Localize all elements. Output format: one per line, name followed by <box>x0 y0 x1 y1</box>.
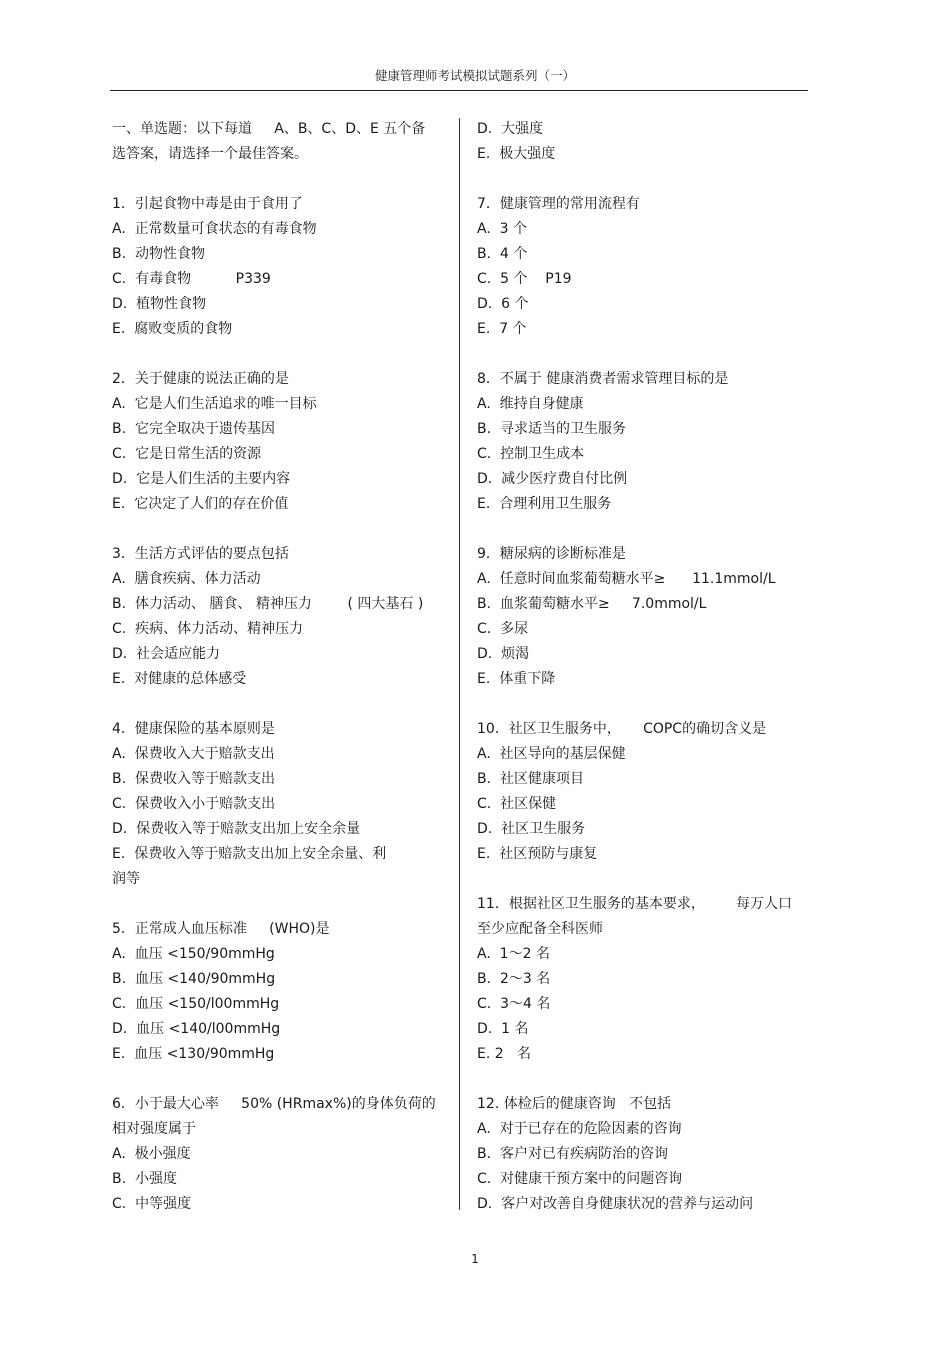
text-line: 1．引起食物中毒是由于食用了 <box>112 196 303 212</box>
text-line: B. 社区健康项目 <box>477 771 584 787</box>
text-line: A. 正常数量可食状态的有毒食物 <box>112 221 317 237</box>
text-line: C. 疾病、体力活动、精神压力 <box>112 621 304 637</box>
text-line: 6．小于最大心率 50% (HRmax%)的身体负荷的 <box>112 1096 436 1112</box>
text-line: 至少应配备全科医师 <box>477 921 603 937</box>
header-rule <box>110 90 808 91</box>
column-divider <box>459 118 460 1210</box>
text-line: B. 动物性食物 <box>112 246 205 262</box>
text-line: E. 社区预防与康复 <box>477 846 598 862</box>
text-line: E. 它决定了人们的存在价值 <box>112 496 289 512</box>
page-number: 1 <box>471 1252 479 1266</box>
text-line: D. 植物性食物 <box>112 296 207 312</box>
text-line: 7．健康管理的常用流程有 <box>477 196 640 212</box>
text-line: 8．不属于 健康消费者需求管理目标的是 <box>477 371 729 387</box>
text-line: A. 保费收入大于赔款支出 <box>112 746 275 762</box>
right-column <box>477 117 812 1217</box>
text-line: B. 2～3 名 <box>477 971 551 987</box>
text-line: C. 5 个 P19 <box>477 271 572 287</box>
text-line: A. 维持自身健康 <box>477 396 584 412</box>
text-line: E. 对健康的总体感受 <box>112 671 247 687</box>
text-line: C. 保费收入小于赔款支出 <box>112 796 276 812</box>
text-line: C. 血压 <150/l00mmHg <box>112 996 280 1012</box>
text-line: A. 膳食疾病、体力活动 <box>112 571 261 587</box>
text-line: 10．社区卫生服务中， COPC的确切含义是 <box>477 721 767 737</box>
text-line: 9．糖尿病的诊断标准是 <box>477 546 626 562</box>
text-line: A. 它是人们生活追求的唯一目标 <box>112 396 317 412</box>
text-line: A. 社区导向的基层保健 <box>477 746 626 762</box>
text-line: E. 体重下降 <box>477 671 556 687</box>
line-gap <box>477 342 812 367</box>
text-line: C. 3～4 名 <box>477 996 551 1012</box>
text-line: 11．根据社区卫生服务的基本要求， 每万人口 <box>477 896 792 912</box>
text-line: C. 多尿 <box>477 621 529 637</box>
text-line: D. 社区卫生服务 <box>477 821 586 837</box>
text-line: B. 4 个 <box>477 246 528 262</box>
line-gap <box>112 1067 447 1092</box>
text-line: C. 社区保健 <box>477 796 557 812</box>
text-line: E. 合理利用卫生服务 <box>477 496 612 512</box>
text-line: D. 客户对改善自身健康状况的营养与运动问 <box>477 1196 754 1212</box>
text-line: B. 保费收入等于赔款支出 <box>112 771 275 787</box>
text-line: B. 血浆葡萄糖水平≥ 7.0mmol/L <box>477 596 707 612</box>
text-line: C. 它是日常生活的资源 <box>112 446 262 462</box>
text-line: E. 腐败变质的食物 <box>112 321 233 337</box>
text-line: 相对强度属于 <box>112 1121 196 1137</box>
text-line: A. 极小强度 <box>112 1146 191 1162</box>
text-line: 一、单选题：以下每道 A、B、C、D、E 五个备 <box>112 121 426 137</box>
text-line: D. 烦渴 <box>477 646 530 662</box>
text-line: B. 小强度 <box>112 1171 177 1187</box>
line-gap <box>112 517 447 542</box>
text-line: C. 有毒食物 P339 <box>112 271 271 287</box>
text-line: E. 血压 <130/90mmHg <box>112 1046 275 1062</box>
text-line: B. 寻求适当的卫生服务 <box>477 421 626 437</box>
text-line: B. 体力活动、 膳食、 精神压力 ( 四大基石 ) <box>112 596 424 612</box>
line-gap <box>477 867 812 892</box>
line-gap <box>477 692 812 717</box>
page-header-title: 健康管理师考试模拟试题系列（一） <box>374 68 575 83</box>
line-gap <box>112 892 447 917</box>
text-line: 2．关于健康的说法正确的是 <box>112 371 289 387</box>
text-line: B. 客户对已有疾病防治的咨询 <box>477 1146 668 1162</box>
text-line: D. 6 个 <box>477 296 529 312</box>
text-line: A. 1～2 名 <box>477 946 550 962</box>
text-line: C. 中等强度 <box>112 1196 192 1212</box>
text-line: D. 减少医疗费自付比例 <box>477 471 628 487</box>
text-line: 5．正常成人血压标准 (WHO)是 <box>112 921 330 937</box>
line-gap <box>477 1067 812 1092</box>
text-line: 12. 体检后的健康咨询 不包括 <box>477 1096 672 1112</box>
text-line: D. 社会适应能力 <box>112 646 221 662</box>
text-line: D. 大强度 <box>477 121 544 137</box>
text-line: D. 血压 <140/l00mmHg <box>112 1021 281 1037</box>
left-column <box>112 117 447 1217</box>
line-gap <box>112 342 447 367</box>
text-line: D. 保费收入等于赔款支出加上安全余量 <box>112 821 361 837</box>
text-line: 选答案，请选择一个最佳答案。 <box>112 146 308 162</box>
text-line: A. 3 个 <box>477 221 528 237</box>
text-line: A. 任意时间血浆葡萄糖水平≥ 11.1mmol/L <box>477 571 776 587</box>
line-gap <box>477 167 812 192</box>
text-line: C. 对健康干预方案中的问题咨询 <box>477 1171 683 1187</box>
text-line: B. 血压 <140/90mmHg <box>112 971 276 987</box>
text-line: E. 2 名 <box>477 1046 532 1062</box>
text-line: A. 血压 <150/90mmHg <box>112 946 275 962</box>
text-line: A. 对于已存在的危险因素的咨询 <box>477 1121 682 1137</box>
line-gap <box>112 167 447 192</box>
text-line: 润等 <box>112 871 140 887</box>
line-gap <box>477 517 812 542</box>
text-line: E. 7 个 <box>477 321 527 337</box>
text-line: B. 它完全取决于遗传基因 <box>112 421 275 437</box>
text-line: E. 保费收入等于赔款支出加上安全余量、利 <box>112 846 387 862</box>
text-line: D. 它是人们生活的主要内容 <box>112 471 291 487</box>
text-line: E. 极大强度 <box>477 146 556 162</box>
text-line: D. 1 名 <box>477 1021 529 1037</box>
line-gap <box>112 692 447 717</box>
text-line: 3．生活方式评估的要点包括 <box>112 546 289 562</box>
text-line: C. 控制卫生成本 <box>477 446 585 462</box>
text-line: 4．健康保险的基本原则是 <box>112 721 275 737</box>
